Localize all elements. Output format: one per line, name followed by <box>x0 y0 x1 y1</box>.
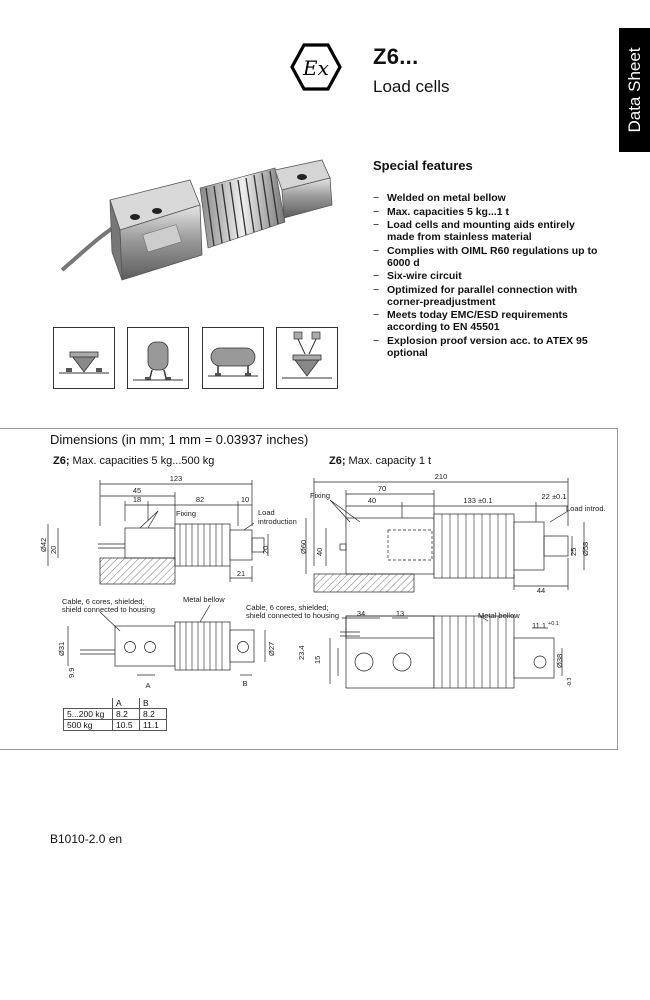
dim-34: 34 <box>356 609 366 618</box>
dim-dia27: Ø27 <box>267 641 276 656</box>
cable-label-line2: shield connected to housing <box>62 605 155 614</box>
dim-dia42: Ø42 <box>39 537 48 552</box>
dim-123: 123 <box>169 474 183 483</box>
tank-icon <box>127 327 189 389</box>
vessel-icon <box>202 327 264 389</box>
dim-40-side: 40 <box>315 547 324 556</box>
dim-45: 45 <box>132 486 142 495</box>
metal-bellow-label-right: Metal bellow <box>478 611 520 620</box>
table-cell: 8.2 <box>140 709 167 720</box>
dim-9-9: 9.9 <box>67 667 76 678</box>
dim-dia38: Ø38 <box>555 653 564 668</box>
metal-bellow <box>200 168 285 248</box>
table-row <box>64 720 167 731</box>
ex-symbol: Ex <box>303 56 329 80</box>
table-cell: 11.1 <box>140 720 167 731</box>
table-cell: 10.5 <box>113 720 140 731</box>
dim-a: A <box>145 681 151 690</box>
dimensions-title: Dimensions (in mm; 1 mm = 0.03937 inches) <box>50 432 309 447</box>
dim-20a: 20 <box>49 545 58 554</box>
dim-82: 82 <box>195 495 205 504</box>
feature-item: − Optimized for parallel connection with corner-preadjustment <box>373 284 603 308</box>
load-cell-product-image <box>60 160 350 320</box>
ex-explosion-proof-icon <box>290 42 342 92</box>
table-header-cell <box>64 698 113 709</box>
dim-23-4: 23.4 <box>297 645 306 660</box>
dim-dia38-tolerance: -0.3 <box>567 677 573 687</box>
right-model: Z6; <box>329 455 346 467</box>
features-list <box>373 192 603 360</box>
feature-item: − Max. capacities 5 kg...1 t <box>373 206 603 218</box>
table-cell: 5...200 kg <box>64 709 113 720</box>
right-caption: Max. capacity 1 t <box>345 455 432 467</box>
document-code: B1010-2.0 en <box>50 832 123 846</box>
cable-label-right-line2: shield connected to housing <box>246 611 339 620</box>
product-subtitle: Load cells <box>373 77 450 96</box>
feature-item: − Load cells and mounting aids entirely made from stainless material <box>373 219 603 243</box>
dim-15: 15 <box>313 655 322 664</box>
fixing-label-right: Fixing <box>310 491 331 500</box>
dim-11-1-tolerance: +0.1 <box>548 621 559 627</box>
capacity-dimension-table <box>63 698 167 731</box>
left-caption: Max. capacities 5 kg...500 kg <box>69 455 215 467</box>
dim-40-top: 40 <box>367 496 377 505</box>
data-sheet-tab <box>619 28 650 152</box>
feature-item: − Welded on metal bellow <box>373 192 603 204</box>
dual-hopper-icon <box>276 327 338 389</box>
features-heading: Special features <box>373 158 473 173</box>
dim-133: 133 ±0.1 <box>463 496 493 505</box>
cable-label-right-line1: Cable, 6 cores, shielded; <box>246 603 329 612</box>
table-cell: 8.2 <box>113 709 140 720</box>
feature-item: − Meets today EMC/ESD requirements according to EN 45501 <box>373 309 603 333</box>
dim-70: 70 <box>377 484 387 493</box>
load-introd-label: Load introd. <box>566 504 606 513</box>
feature-item: − Explosion proof version acc. to ATEX 95 optional <box>373 335 603 359</box>
left-dimension-drawing <box>40 466 300 696</box>
load-label-line2: introduction <box>258 517 297 526</box>
metal-bellow-label: Metal bellow <box>183 595 225 604</box>
fixing-label: Fixing <box>176 509 197 518</box>
dim-dia60: Ø60 <box>299 539 308 554</box>
load-label-line1: Load <box>258 508 275 517</box>
dim-10: 10 <box>240 495 250 504</box>
table-header-cell: A <box>113 698 140 709</box>
dim-dia58: Ø58 <box>581 541 590 556</box>
dim-22: 22 ±0.1 <box>541 492 567 501</box>
table-row <box>64 709 167 720</box>
cable-label-line1: Cable, 6 cores, shielded; <box>62 597 145 606</box>
product-title: Z6... <box>373 44 419 69</box>
table-header-row <box>64 698 167 709</box>
dim-18: 18 <box>132 495 142 504</box>
dim-25: 25 <box>569 547 578 556</box>
table-cell: 500 kg <box>64 720 113 731</box>
dim-11-1: 11.1 <box>532 621 547 630</box>
dim-20b: 20 <box>261 545 270 554</box>
dim-210: 210 <box>434 472 448 481</box>
dim-21: 21 <box>236 569 246 578</box>
feature-item: − Complies with OIML R60 regulations up to 6000 d <box>373 245 603 269</box>
data-sheet-tab-label: Data Sheet <box>624 47 644 133</box>
dim-44: 44 <box>536 586 546 595</box>
hopper-icon <box>53 327 115 389</box>
dim-b: B <box>242 679 248 688</box>
feature-item: − Six-wire circuit <box>373 270 603 282</box>
dim-13: 13 <box>395 609 405 618</box>
left-model: Z6; <box>53 455 70 467</box>
table-header-cell: B <box>140 698 167 709</box>
dim-dia31: Ø31 <box>57 641 66 656</box>
